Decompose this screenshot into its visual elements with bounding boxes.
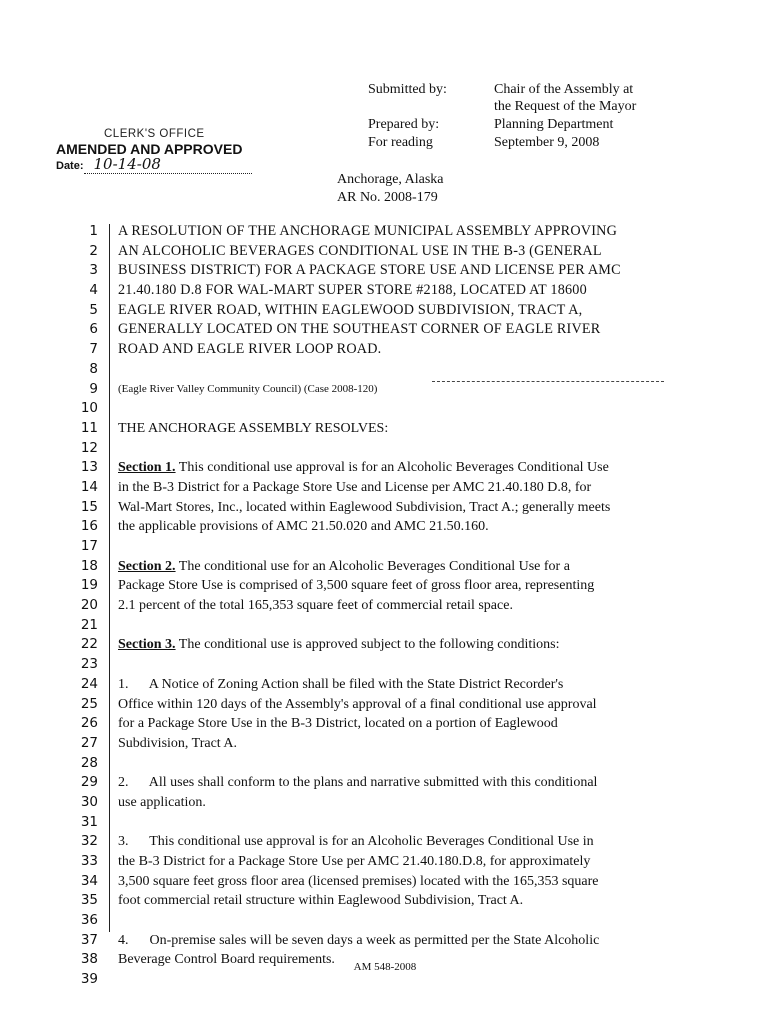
line-number: 24 bbox=[80, 675, 98, 692]
line-number: 30 bbox=[80, 793, 98, 810]
section-3-line bbox=[118, 635, 662, 655]
title-line: ROAD AND EAGLE RIVER LOOP ROAD. bbox=[118, 341, 382, 358]
title-line: A RESOLUTION OF THE ANCHORAGE MUNICIPAL ASSEMBLY APPROVING bbox=[118, 223, 618, 239]
condition-1-line: for a Package Store Use in the B-3 District, located on a portion of Eaglewood bbox=[118, 716, 558, 732]
condition-3-line: foot commercial retail structure within Eaglewood Subdivision, Tract A. bbox=[118, 893, 524, 909]
title-line: 21.40.180 D.8 FOR WAL-MART SUPER STORE #2188, LOCATED AT 18600 bbox=[118, 282, 587, 299]
clerk-office-label: CLERK'S OFFICE bbox=[104, 128, 205, 140]
blank-line bbox=[118, 970, 662, 990]
title-line: BUSINESS DISTRICT) FOR A PACKAGE STORE USE AND LICENSE PER AMC bbox=[118, 262, 621, 279]
resolution-title bbox=[118, 222, 662, 360]
line-number: 33 bbox=[80, 853, 98, 869]
blank-line bbox=[118, 537, 662, 557]
footer-doc-number: AM 548-2008 bbox=[353, 961, 417, 973]
line-number: 2 bbox=[89, 242, 98, 259]
line-number: 9 bbox=[89, 380, 98, 397]
condition-1-line: Subdivision, Tract A. bbox=[118, 735, 238, 751]
submitted-value-2: the Request of the Mayor bbox=[494, 99, 637, 114]
council-note-rule bbox=[432, 381, 664, 383]
line-number: 17 bbox=[80, 538, 98, 554]
section-1-text: This conditional use approval is for an Alcoholic Beverages Conditional Use bbox=[175, 460, 609, 476]
line-number: 13 bbox=[80, 459, 98, 476]
blank-line bbox=[118, 439, 662, 459]
line-number: 12 bbox=[80, 439, 98, 456]
section-2-line: 2.1 percent of the total 165,353 square feet of commercial retail space. bbox=[118, 598, 513, 614]
line-number: 21 bbox=[80, 616, 98, 633]
line-number: 10 bbox=[80, 400, 98, 417]
title-line: AN ALCOHOLIC BEVERAGES CONDITIONAL USE IN THE B-3 (GENERAL bbox=[118, 242, 602, 259]
section-3-label: Section 3. bbox=[118, 637, 176, 653]
condition-3-line: the B-3 District for a Package Store Use per AMC 21.40.180.D.8, for approximately bbox=[118, 854, 591, 869]
section-3-text: The conditional use is approved subject to the following conditions: bbox=[175, 637, 560, 653]
prepared-label: Prepared by: bbox=[368, 117, 440, 132]
section-1-line: the applicable provisions of AMC 21.50.020 and AMC 21.50.160. bbox=[118, 519, 489, 535]
line-number: 6 bbox=[89, 321, 98, 338]
line-number: 38 bbox=[80, 951, 98, 968]
section-2-label: Section 2. bbox=[118, 558, 176, 574]
submitted-label: Submitted by: bbox=[368, 82, 447, 97]
line-number: 22 bbox=[80, 636, 98, 653]
prepared-value: Planning Department bbox=[494, 117, 614, 132]
line-number: 35 bbox=[80, 892, 98, 909]
section-1-line bbox=[118, 458, 662, 478]
condition-2-line: 2. All uses shall conform to the plans and narrative submitted with this conditional bbox=[118, 775, 598, 791]
line-number: 37 bbox=[80, 931, 98, 948]
line-number: 23 bbox=[80, 656, 98, 673]
title-line: GENERALLY LOCATED ON THE SOUTHEAST CORNER OF EAGLE RIVER bbox=[118, 321, 601, 338]
condition-1-line: Office within 120 days of the Assembly's approval of a final conditional use approval bbox=[118, 696, 597, 712]
line-number: 20 bbox=[80, 597, 98, 614]
blank-line bbox=[118, 399, 662, 419]
line-number: 14 bbox=[80, 478, 98, 495]
line-number: 29 bbox=[80, 774, 98, 791]
section-1-line: in the B-3 District for a Package Store Use and License per AMC 21.40.180 D.8, for bbox=[118, 479, 592, 495]
line-number: 36 bbox=[80, 912, 98, 929]
reading-value: September 9, 2008 bbox=[494, 135, 600, 150]
line-number: 34 bbox=[80, 872, 98, 889]
condition-2-line: use application. bbox=[118, 794, 206, 810]
line-numbers bbox=[70, 222, 98, 990]
approval-status: AMENDED AND APPROVED bbox=[56, 141, 243, 157]
condition-4-line: Beverage Control Board requirements. bbox=[118, 952, 335, 968]
line-number: 27 bbox=[80, 734, 98, 751]
section-2-line: Package Store Use is comprised of 3,500 square feet of gross floor area, representing bbox=[118, 578, 595, 594]
line-number: 31 bbox=[80, 813, 98, 830]
location: Anchorage, Alaska bbox=[337, 172, 444, 187]
ar-number: AR No. 2008-179 bbox=[337, 190, 438, 205]
line-number: 16 bbox=[80, 518, 98, 535]
line-number: 4 bbox=[89, 282, 98, 299]
title-line: EAGLE RIVER ROAD, WITHIN EAGLEWOOD SUBDIVISION, TRACT A, bbox=[118, 301, 583, 318]
section-2-text: The conditional use for an Alcoholic Beverages Conditional Use for a bbox=[175, 558, 570, 574]
line-number: 18 bbox=[80, 557, 98, 574]
stamp-date-line bbox=[56, 155, 276, 174]
condition-1-line: 1. A Notice of Zoning Action shall be filed with the State District Recorder's bbox=[118, 676, 564, 692]
blank-line bbox=[118, 754, 662, 774]
blank-line bbox=[118, 911, 662, 931]
condition-4-line: 4. On-premise sales will be seven days a week as permitted per the State Alcoholic bbox=[118, 932, 600, 948]
line-number: 7 bbox=[89, 341, 98, 358]
reading-label: For reading bbox=[368, 135, 433, 150]
line-number: 8 bbox=[89, 360, 98, 377]
resolution-body bbox=[118, 222, 662, 990]
submitted-value-1: Chair of the Assembly at bbox=[494, 82, 634, 97]
resolves-heading: THE ANCHORAGE ASSEMBLY RESOLVES: bbox=[118, 420, 389, 436]
clerk-stamp bbox=[56, 128, 276, 174]
line-number: 39 bbox=[80, 971, 98, 988]
condition-3-line: 3,500 square feet gross floor area (licensed premises) located with the 165,353 square bbox=[118, 873, 599, 889]
condition-3-line: 3. This conditional use approval is for an Alcoholic Beverages Conditional Use in bbox=[118, 834, 594, 850]
blank-line bbox=[118, 360, 662, 380]
section-1-label: Section 1. bbox=[118, 460, 176, 476]
line-number: 5 bbox=[89, 301, 98, 318]
stamp-date-label: Date: bbox=[56, 160, 84, 172]
line-number: 15 bbox=[80, 498, 98, 515]
council-note: (Eagle River Valley Community Council) (Case 2008-120) bbox=[118, 382, 378, 395]
line-number: 32 bbox=[80, 833, 98, 850]
line-number: 25 bbox=[80, 695, 98, 712]
section-1-line: Wal-Mart Stores, Inc., located within Eaglewood Subdivision, Tract A.; generally meets bbox=[118, 499, 611, 515]
line-number: 19 bbox=[80, 577, 98, 594]
blank-line bbox=[118, 655, 662, 675]
section-2-line bbox=[118, 557, 662, 577]
stamp-date-value: 10-14-08 bbox=[84, 155, 252, 174]
margin-rule bbox=[109, 224, 110, 932]
line-number: 26 bbox=[80, 715, 98, 732]
line-number: 11 bbox=[80, 419, 98, 436]
line-number: 28 bbox=[80, 754, 98, 771]
blank-line bbox=[118, 813, 662, 833]
line-number: 3 bbox=[89, 262, 98, 279]
blank-line bbox=[118, 616, 662, 636]
line-number: 1 bbox=[89, 223, 98, 239]
